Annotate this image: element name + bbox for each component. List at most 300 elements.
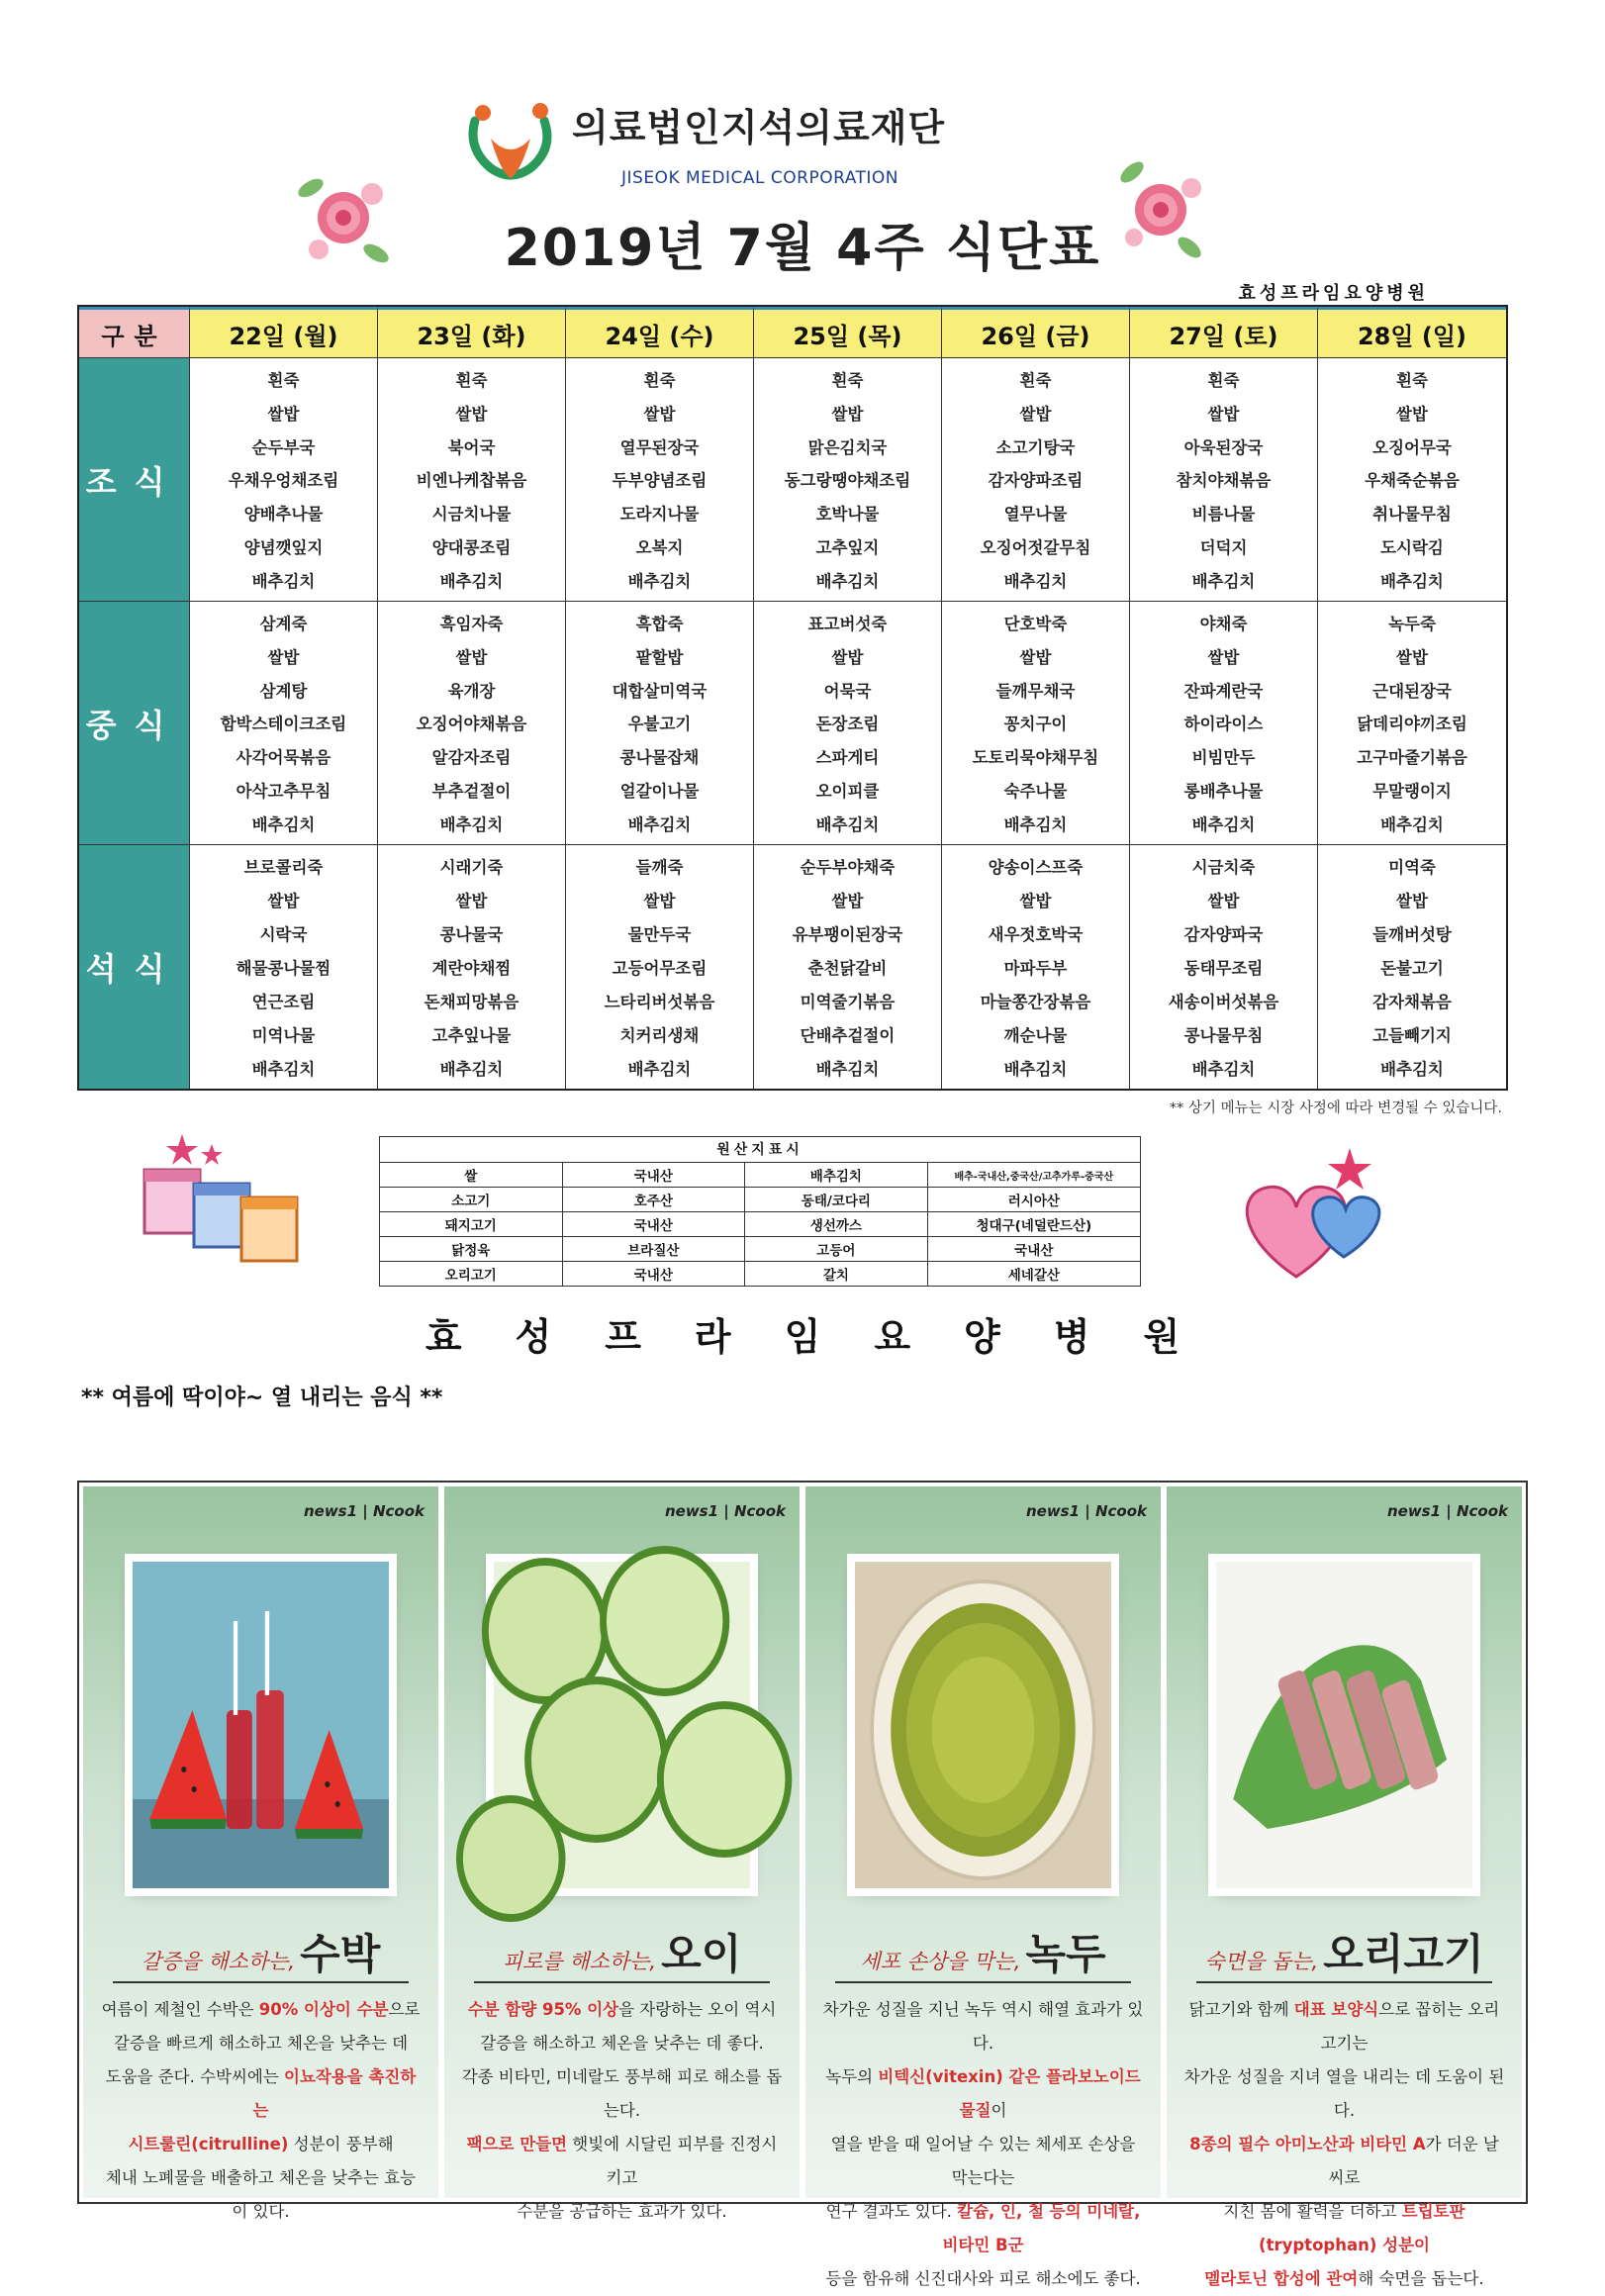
- menu-cell: [754, 358, 942, 602]
- menu-item: 대합살미역국: [612, 681, 708, 701]
- food-caption-prefix: 숙면을 돕는,: [1204, 1950, 1319, 1973]
- origin-row: [380, 1262, 1141, 1287]
- menu-item: 우채죽순볶음: [1365, 471, 1460, 491]
- text-segment: 등을 함유해 신진대사와 피로 해소에도 좋다.: [825, 2269, 1141, 2288]
- origin-table: [379, 1162, 1141, 1287]
- menu-item: 쌀밥: [267, 404, 300, 424]
- menu-item: 어묵국: [823, 681, 872, 701]
- menu-cell: [1130, 358, 1318, 602]
- origin-row: [380, 1237, 1141, 1262]
- description-line: [460, 2027, 784, 2060]
- menu-item: 야채죽: [1199, 614, 1248, 633]
- food-description: [821, 1993, 1145, 2296]
- highlighted-text: 이뇨작용을 촉진하는: [252, 2067, 417, 2120]
- menu-cell: [566, 358, 754, 602]
- origin-country: 국내산: [562, 1212, 745, 1237]
- description-line: [460, 2195, 784, 2229]
- menu-item: 쌀밥: [455, 404, 488, 424]
- food-description: [460, 1993, 784, 2229]
- highlighted-text: 8종의 필수 아미노산과 비타민 A: [1189, 2135, 1426, 2153]
- menu-item: 오징어야채볶음: [416, 715, 527, 734]
- origin-row: [380, 1188, 1141, 1212]
- menu-item: 비빔만두: [1191, 748, 1256, 768]
- description-line: [1182, 2060, 1506, 2128]
- menu-item: 시래기죽: [439, 858, 504, 877]
- description-line: [99, 2128, 423, 2161]
- menu-item: 두부양념조림: [612, 471, 708, 491]
- page-title: 2019년 7월 4주 식단표: [504, 219, 1101, 278]
- origin-item: 갈치: [745, 1262, 928, 1287]
- text-segment: 이: [991, 2101, 1007, 2120]
- text-segment: 갈증을 빠르게 해소하고 체온을 낮추는 데: [113, 2034, 409, 2053]
- menu-cell: [942, 358, 1130, 602]
- menu-item: 배추김치: [1191, 814, 1256, 834]
- origin-item: 쌀: [380, 1163, 563, 1188]
- menu-item: 근대된장국: [1372, 681, 1452, 701]
- hearts-icon: [1227, 1138, 1395, 1287]
- menu-item: 비엔나케찹볶음: [416, 471, 527, 491]
- description-line: [821, 2060, 1145, 2128]
- cucumber-photo: [494, 1562, 750, 1888]
- menu-item: 흰죽: [1207, 370, 1240, 390]
- food-name: 녹두: [1025, 1930, 1106, 1978]
- menu-item: 시금치나물: [431, 505, 512, 525]
- menu-item: 무말랭이지: [1372, 782, 1452, 802]
- menu-item: 양념깻잎지: [243, 538, 324, 558]
- menu-cell: [190, 358, 378, 602]
- origin-country: 국내산: [562, 1163, 745, 1188]
- meal-label: 석식: [79, 845, 190, 1089]
- menu-item: 쌀밥: [831, 647, 864, 667]
- menu-item: 브로콜리죽: [243, 858, 324, 877]
- menu-item: 흰죽: [831, 370, 864, 390]
- menu-table: [77, 305, 1508, 1091]
- menu-cell: [190, 602, 378, 845]
- menu-item: 고등어무조림: [612, 959, 708, 978]
- origin-country: 국내산: [562, 1262, 745, 1287]
- menu-item: 쌀밥: [455, 892, 488, 910]
- origin-item: 동태/코다리: [745, 1188, 928, 1212]
- highlighted-text: 비텍신(vitexin) 같은 플라보노이드 물질: [878, 2067, 1141, 2120]
- menu-cell: [378, 845, 566, 1089]
- menu-item: 동그랑땡야채조림: [784, 471, 911, 491]
- hospital-name: 효성프라임요양병원: [1238, 283, 1429, 304]
- menu-item: 하이라이스: [1183, 715, 1264, 734]
- menu-item: 쌀밥: [1396, 647, 1428, 667]
- menu-item: 콩나물무침: [1183, 1026, 1264, 1045]
- day-header: 28일 (일): [1318, 307, 1506, 358]
- news-logo: news1 | Ncook: [1386, 1502, 1508, 1520]
- menu-item: 삼계죽: [259, 614, 308, 633]
- menu-cell: [190, 845, 378, 1089]
- menu-item: 비름나물: [1191, 505, 1256, 525]
- menu-item: 계란야채찜: [431, 959, 512, 978]
- menu-item: 함박스테이크조림: [220, 715, 347, 734]
- text-segment: 수분을 공급하는 효과가 있다.: [517, 2202, 727, 2221]
- menu-item: 북어국: [447, 437, 496, 457]
- food-description: [99, 1993, 423, 2229]
- menu-cell: [1318, 358, 1506, 602]
- menu-item: 양대콩조림: [431, 538, 512, 558]
- menu-item: 돈불고기: [1380, 959, 1444, 978]
- text-segment: 여름이 제철인 수박은: [101, 2000, 259, 2019]
- menu-item: 아욱된장국: [1183, 437, 1264, 457]
- menu-cell: [1130, 845, 1318, 1089]
- food-caption-prefix: 피로를 해소하는,: [502, 1950, 657, 1973]
- text-segment: 차가운 성질을 지닌 녹두 역시 해열 효과가 있다.: [822, 2000, 1144, 2053]
- menu-item: 마늘쫑간장볶음: [980, 993, 1091, 1011]
- text-segment: 으로 꼽히는 오리고기는: [1320, 2000, 1500, 2053]
- menu-item: 고추잎지: [815, 538, 880, 558]
- menu-item: 팥할밥: [635, 647, 684, 667]
- hospital-name-large: 효성프라임요양병원: [425, 1315, 1234, 1359]
- news-logo: news1 | Ncook: [1025, 1502, 1147, 1520]
- description-line: [99, 2161, 423, 2229]
- menu-item: 배추김치: [815, 571, 880, 591]
- menu-item: 쌀밥: [455, 647, 488, 667]
- menu-cell: [566, 602, 754, 845]
- menu-item: 미역죽: [1388, 858, 1436, 877]
- menu-item: 느타리버섯볶음: [604, 993, 715, 1011]
- menu-item: 흰죽: [643, 370, 676, 390]
- menu-item: 콩나물잡채: [619, 748, 700, 768]
- menu-item: 깨순나물: [1003, 1026, 1068, 1045]
- origin-country: 청대구(네덜란드산): [927, 1212, 1140, 1237]
- menu-item: 양송이스프죽: [988, 858, 1084, 877]
- description-line: [99, 2027, 423, 2060]
- menu-cell: [754, 845, 942, 1089]
- menu-item: 순두부국: [251, 437, 316, 457]
- text-segment: 지친 몸에 활력을 더하고: [1223, 2202, 1402, 2221]
- menu-item: 잔파계란국: [1183, 681, 1264, 701]
- menu-item: 시락국: [259, 925, 308, 944]
- menu-item: 배추김치: [627, 571, 692, 591]
- food-panel-duck: [1167, 1486, 1522, 2288]
- text-segment: 체내 노폐물을 배출하고 체온을 낮추는 효능이 있다.: [105, 2168, 417, 2221]
- description-line: [460, 2060, 784, 2128]
- food-panel-mungbean: [805, 1486, 1161, 2288]
- highlighted-text: 90% 이상이 수분: [258, 2000, 389, 2019]
- food-panels: [77, 1481, 1528, 2288]
- text-segment: 햇빛에 시달린 피부를 진정시키고: [567, 2135, 778, 2187]
- menu-item: 얼갈이나물: [619, 782, 700, 802]
- menu-item: 새송이버섯볶음: [1168, 993, 1279, 1011]
- menu-item: 돈채피망볶음: [424, 993, 519, 1011]
- news-logo: news1 | Ncook: [303, 1502, 425, 1520]
- highlighted-text: 수분 함량 95% 이상: [467, 2000, 619, 2019]
- description-line: [821, 2262, 1145, 2296]
- menu-item: 배추김치: [815, 1060, 880, 1079]
- origin-item: 배추김치: [745, 1163, 928, 1188]
- highlighted-text: 트립토판(tryptophan) 성분이: [1259, 2202, 1465, 2254]
- menu-item: 흰죽: [455, 370, 488, 390]
- menu-item: 배추김치: [251, 1060, 316, 1079]
- menu-item: 미역나물: [251, 1026, 316, 1045]
- menu-item: 들깨죽: [635, 858, 684, 877]
- highlighted-text: 팩으로 만들면: [466, 2135, 568, 2153]
- logo-icon: [461, 99, 560, 188]
- menu-item: 열무나물: [1003, 505, 1068, 525]
- description-line: [821, 1993, 1145, 2060]
- menu-item: 고구마줄기볶음: [1357, 748, 1467, 768]
- menu-item: 고들빼기지: [1372, 1026, 1452, 1045]
- menu-item: 쌀밥: [1207, 647, 1240, 667]
- text-segment: 녹두의: [825, 2067, 879, 2086]
- menu-item: 쌀밥: [643, 404, 676, 424]
- menu-item: 고추잎나물: [431, 1026, 512, 1045]
- menu-item: 쌀밥: [831, 892, 864, 910]
- menu-item: 연근조림: [251, 993, 316, 1011]
- text-segment: 으로: [388, 2000, 421, 2019]
- text-segment: 차가운 성질을 지녀 열을 내리는 데 도움이 된다.: [1183, 2067, 1505, 2120]
- menu-cell: [378, 358, 566, 602]
- menu-item: 배추김치: [439, 1060, 504, 1079]
- meal-label: 중식: [79, 602, 190, 845]
- origin-row: [380, 1212, 1141, 1237]
- highlighted-text: 대표 보양식: [1293, 2000, 1379, 2019]
- menu-item: 감자양파조림: [988, 471, 1084, 491]
- origin-item: 고등어: [745, 1237, 928, 1262]
- menu-item: 해물콩나물찜: [236, 959, 331, 978]
- menu-item: 우불고기: [627, 715, 692, 734]
- menu-item: 배추김치: [1003, 1060, 1068, 1079]
- menu-item: 녹두죽: [1388, 614, 1436, 633]
- menu-item: 열무된장국: [619, 437, 700, 457]
- day-header: 24일 (수): [566, 307, 754, 358]
- origin-item: 오리고기: [380, 1262, 563, 1287]
- menu-item: 아삭고추무침: [236, 782, 331, 802]
- menu-item: 배추김치: [439, 571, 504, 591]
- food-description: [1182, 1993, 1506, 2296]
- menu-item: 들깨무채국: [995, 681, 1076, 701]
- text-segment: 닭고기와 함께: [1188, 2000, 1294, 2019]
- food-panel-cucumber: [444, 1486, 800, 2221]
- menu-item: 새우젓호박국: [988, 925, 1084, 944]
- org-english-name: JISEOK MEDICAL CORPORATION: [621, 168, 899, 188]
- text-segment: 성분이 풍부해: [288, 2135, 394, 2153]
- divider: [474, 1981, 770, 1983]
- menu-cell: [754, 602, 942, 845]
- meal-label: 조식: [79, 358, 190, 602]
- menu-item: 쌀밥: [643, 892, 676, 910]
- description-line: [821, 2195, 1145, 2262]
- menu-item: 감자양파국: [1183, 925, 1264, 944]
- menu-item: 배추김치: [1003, 571, 1068, 591]
- menu-item: 쌀밥: [1207, 404, 1240, 424]
- menu-note: ** 상기 메뉴는 시장 사정에 따라 변경될 수 있습니다.: [1169, 1100, 1502, 1116]
- food-name: 오리고기: [1323, 1930, 1484, 1978]
- divider: [113, 1981, 409, 1983]
- menu-item: 배추김치: [251, 571, 316, 591]
- menu-item: 흑합죽: [635, 614, 684, 633]
- origin-country: 러시아산: [927, 1188, 1140, 1212]
- description-line: [1182, 2262, 1506, 2296]
- menu-item: 쌀밥: [1019, 892, 1052, 910]
- food-name: 수박: [300, 1930, 381, 1978]
- menu-item: 쌀밥: [831, 404, 864, 424]
- menu-item: 배추김치: [1191, 1060, 1256, 1079]
- description-line: [1182, 2128, 1506, 2195]
- news-logo: news1 | Ncook: [664, 1502, 786, 1520]
- description-line: [99, 1993, 423, 2027]
- menu-item: 쌀밥: [1019, 647, 1052, 667]
- origin-country: 배추-국내산,중국산/고추가루-중국산: [927, 1163, 1140, 1188]
- menu-item: 소고기탕국: [995, 437, 1076, 457]
- menu-item: 쌀밥: [267, 892, 300, 910]
- menu-item: 오징어젓갈무침: [980, 538, 1091, 558]
- description-line: [821, 2128, 1145, 2195]
- menu-item: 쌀밥: [1396, 892, 1428, 910]
- text-segment: 갈증을 해소하고 체온을 낮추는 데 좋다.: [480, 2034, 764, 2053]
- menu-item: 돈장조림: [815, 715, 880, 734]
- menu-item: 더덕지: [1199, 538, 1248, 558]
- origin-item: 소고기: [380, 1188, 563, 1212]
- menu-item: 시금치죽: [1191, 858, 1256, 877]
- menu-item: 삼계탕: [259, 681, 308, 701]
- menu-item: 콩나물국: [439, 925, 504, 944]
- menu-item: 단호박죽: [1003, 614, 1068, 633]
- menu-item: 닭데리야끼조림: [1357, 715, 1467, 734]
- menu-item: 배추김치: [1380, 814, 1444, 834]
- menu-cell: [942, 602, 1130, 845]
- menu-item: 호박나물: [815, 505, 880, 525]
- origin-item: 닭정육: [380, 1237, 563, 1262]
- description-line: [99, 2060, 423, 2128]
- menu-cell: [378, 602, 566, 845]
- menu-item: 배추김치: [251, 814, 316, 834]
- menu-item: 꽁치구이: [1003, 715, 1068, 734]
- origin-country: 호주산: [562, 1188, 745, 1212]
- menu-item: 배추김치: [1003, 814, 1068, 834]
- description-line: [1182, 2195, 1506, 2262]
- menu-item: 양배추나물: [243, 505, 324, 525]
- menu-item: 오복지: [635, 538, 684, 558]
- menu-item: 마파두부: [1003, 959, 1068, 978]
- menu-item: 도토리묵야채무침: [972, 748, 1099, 768]
- gift-boxes-icon: [135, 1126, 313, 1265]
- day-header: 23일 (화): [378, 307, 566, 358]
- menu-item: 배추김치: [1191, 571, 1256, 591]
- menu-item: 표고버섯죽: [807, 614, 888, 633]
- text-segment: 연구 결과도 있다.: [825, 2202, 958, 2221]
- menu-item: 육개장: [447, 681, 496, 701]
- watermelon-photo: [133, 1562, 389, 1888]
- menu-item: 참치야채볶음: [1176, 471, 1272, 491]
- day-header: 25일 (목): [754, 307, 942, 358]
- menu-item: 들깨버섯탕: [1372, 925, 1452, 944]
- description-line: [460, 2128, 784, 2195]
- menu-item: 감자채볶음: [1372, 993, 1452, 1011]
- menu-item: 배추김치: [1380, 571, 1444, 591]
- menu-item: 쌀밥: [1019, 404, 1052, 424]
- menu-item: 유부팽이된장국: [792, 925, 903, 944]
- menu-item: 동태무조림: [1183, 959, 1264, 978]
- org-name: 의료법인지석의료재단: [572, 106, 946, 149]
- description-line: [1182, 1993, 1506, 2060]
- text-segment: 가 더운 날씨로: [1328, 2135, 1499, 2187]
- menu-cell: [942, 845, 1130, 1089]
- menu-cell: [1130, 602, 1318, 845]
- menu-item: 부추겉절이: [431, 782, 512, 802]
- highlighted-text: 시트룰린(citrulline): [128, 2135, 289, 2153]
- menu-cell: [566, 845, 754, 1089]
- origin-item: 생선까스: [745, 1212, 928, 1237]
- text-segment: 도움을 준다. 수박씨에는: [105, 2067, 285, 2086]
- menu-item: 배추김치: [627, 814, 692, 834]
- menu-item: 사각어묵볶음: [236, 748, 331, 768]
- menu-item: 맑은김치국: [807, 437, 888, 457]
- table-corner-label: 구분: [79, 307, 190, 358]
- menu-item: 단배추겉절이: [800, 1026, 896, 1045]
- day-header: 27일 (토): [1130, 307, 1318, 358]
- menu-item: 오이피클: [815, 782, 880, 802]
- menu-item: 우채우엉채조림: [228, 471, 339, 491]
- duck-meat-photo: [1216, 1562, 1472, 1888]
- menu-item: 물만두국: [627, 925, 692, 944]
- divider: [1196, 1981, 1492, 1983]
- menu-item: 춘천닭갈비: [807, 959, 888, 978]
- text-segment: 을 자랑하는 오이 역시: [618, 2000, 777, 2019]
- day-header: 22일 (월): [190, 307, 378, 358]
- mungbean-photo: [855, 1562, 1111, 1888]
- menu-item: 도라지나물: [619, 505, 700, 525]
- menu-item: 배추김치: [439, 814, 504, 834]
- menu-item: 알감자조림: [431, 748, 512, 768]
- menu-item: 치커리생채: [619, 1026, 700, 1045]
- menu-item: 배추김치: [815, 814, 880, 834]
- menu-item: 미역줄기볶음: [800, 993, 896, 1011]
- menu-item: 배추김치: [627, 1060, 692, 1079]
- menu-item: 흰죽: [267, 370, 300, 390]
- food-caption-prefix: 갈증을 해소하는,: [141, 1950, 296, 1973]
- menu-item: 쌀밥: [267, 647, 300, 667]
- menu-item: 롱배추나물: [1183, 782, 1264, 802]
- menu-item: 배추김치: [1380, 1060, 1444, 1079]
- origin-country: 브라질산: [562, 1237, 745, 1262]
- menu-item: 흑임자죽: [439, 614, 504, 633]
- menu-item: 쌀밥: [1396, 404, 1428, 424]
- menu-item: 흰죽: [1396, 370, 1428, 390]
- food-panel-watermelon: [83, 1486, 438, 2221]
- origin-table-title: 원산지표시: [379, 1136, 1141, 1162]
- menu-item: 오징어무국: [1372, 437, 1452, 457]
- text-segment: 각종 비타민, 미네랄도 풍부해 피로 해소를 돕는다.: [461, 2067, 783, 2120]
- highlighted-text: 멜라토닌 합성에 관여: [1204, 2269, 1359, 2288]
- day-header: 26일 (금): [942, 307, 1130, 358]
- food-caption-prefix: 세포 손상을 막는,: [860, 1950, 1021, 1973]
- highlighted-text: 칼슘, 인, 철 등의 미네랄, 비타민 B군: [942, 2202, 1141, 2254]
- menu-item: 취나물무침: [1372, 505, 1452, 525]
- divider: [835, 1981, 1131, 1983]
- menu-cell: [1318, 602, 1506, 845]
- menu-item: 도시락김: [1380, 538, 1444, 558]
- menu-cell: [1318, 845, 1506, 1089]
- origin-item: 돼지고기: [380, 1212, 563, 1237]
- origin-country: 세네갈산: [927, 1262, 1140, 1287]
- menu-item: 스파게티: [815, 748, 880, 768]
- origin-row: [380, 1163, 1141, 1188]
- description-line: [460, 1993, 784, 2027]
- text-segment: 열을 받을 때 일어날 수 있는 체세포 손상을 막는다는: [830, 2135, 1136, 2187]
- menu-item: 순두부야채죽: [800, 858, 896, 877]
- section-title: ** 여름에 딱이야~ 열 내리는 음식 **: [81, 1386, 443, 1410]
- menu-item: 흰죽: [1019, 370, 1052, 390]
- menu-item: 숙주나물: [1003, 782, 1068, 802]
- origin-country: 국내산: [927, 1237, 1140, 1262]
- text-segment: 해 숙면을 돕는다.: [1358, 2269, 1484, 2288]
- food-name: 오이: [661, 1930, 742, 1978]
- menu-item: 쌀밥: [1207, 892, 1240, 910]
